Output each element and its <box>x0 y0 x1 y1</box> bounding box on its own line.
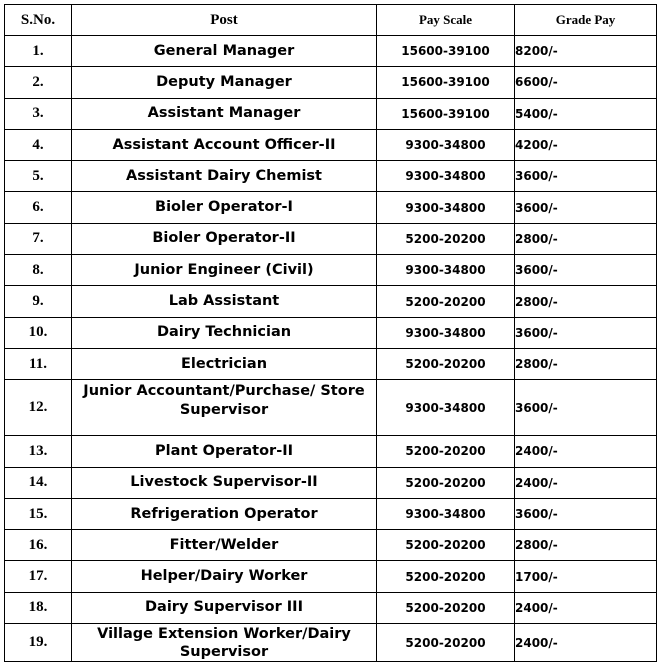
table-row <box>5 530 657 561</box>
row-grade-pay: 3600/- <box>515 255 657 286</box>
row-post: Junior Engineer (Civil) <box>72 255 377 286</box>
row-pay-scale: 5200-20200 <box>377 223 515 254</box>
row-pay-scale: 5200-20200 <box>377 592 515 623</box>
row-grade-pay: 1700/- <box>515 561 657 592</box>
row-grade-pay: 3600/- <box>515 161 657 192</box>
row-sno: 7. <box>5 223 72 254</box>
header-grade-pay: Grade Pay <box>515 5 657 36</box>
row-sno: 16. <box>5 530 72 561</box>
table-row <box>5 98 657 129</box>
row-grade-pay: 2800/- <box>515 348 657 379</box>
row-sno: 15. <box>5 498 72 529</box>
row-post: Assistant Manager <box>72 98 377 129</box>
table-row <box>5 436 657 467</box>
header-pay-scale: Pay Scale <box>377 5 515 36</box>
row-sno: 5. <box>5 161 72 192</box>
row-sno: 8. <box>5 255 72 286</box>
row-sno: 11. <box>5 348 72 379</box>
row-pay-scale: 9300-34800 <box>377 161 515 192</box>
row-sno: 17. <box>5 561 72 592</box>
table-row <box>5 561 657 592</box>
row-post: Bioler Operator-II <box>72 223 377 254</box>
row-pay-scale: 9300-34800 <box>377 129 515 160</box>
table-row <box>5 286 657 317</box>
row-pay-scale: 5200-20200 <box>377 286 515 317</box>
table-row <box>5 380 657 436</box>
row-grade-pay: 2400/- <box>515 592 657 623</box>
row-grade-pay: 3600/- <box>515 317 657 348</box>
row-pay-scale: 15600-39100 <box>377 36 515 67</box>
row-post: Livestock Supervisor-II <box>72 467 377 498</box>
row-grade-pay: 3600/- <box>515 192 657 223</box>
row-sno: 10. <box>5 317 72 348</box>
row-post: Electrician <box>72 348 377 379</box>
row-post: Refrigeration Operator <box>72 498 377 529</box>
row-post: Helper/Dairy Worker <box>72 561 377 592</box>
row-sno: 19. <box>5 624 72 662</box>
row-post: Lab Assistant <box>72 286 377 317</box>
row-pay-scale: 5200-20200 <box>377 530 515 561</box>
row-grade-pay: 3600/- <box>515 380 657 436</box>
row-pay-scale: 9300-34800 <box>377 380 515 436</box>
row-pay-scale: 9300-34800 <box>377 498 515 529</box>
row-pay-scale: 15600-39100 <box>377 98 515 129</box>
row-post: Bioler Operator-I <box>72 192 377 223</box>
table-row <box>5 129 657 160</box>
row-grade-pay: 2800/- <box>515 223 657 254</box>
table-row <box>5 36 657 67</box>
row-post: Assistant Account Officer-II <box>72 129 377 160</box>
row-pay-scale: 5200-20200 <box>377 348 515 379</box>
row-pay-scale: 5200-20200 <box>377 561 515 592</box>
row-grade-pay: 2800/- <box>515 530 657 561</box>
row-sno: 1. <box>5 36 72 67</box>
row-post: General Manager <box>72 36 377 67</box>
row-post: Dairy Technician <box>72 317 377 348</box>
row-grade-pay: 2800/- <box>515 286 657 317</box>
table-row <box>5 317 657 348</box>
table-row <box>5 624 657 662</box>
table-row <box>5 592 657 623</box>
row-post: Assistant Dairy Chemist <box>72 161 377 192</box>
row-post: Plant Operator-II <box>72 436 377 467</box>
row-sno: 2. <box>5 67 72 98</box>
row-pay-scale: 15600-39100 <box>377 67 515 98</box>
row-sno: 13. <box>5 436 72 467</box>
table-row <box>5 223 657 254</box>
row-pay-scale: 9300-34800 <box>377 255 515 286</box>
table-row <box>5 161 657 192</box>
row-pay-scale: 5200-20200 <box>377 624 515 662</box>
row-sno: 4. <box>5 129 72 160</box>
row-grade-pay: 5400/- <box>515 98 657 129</box>
row-sno: 6. <box>5 192 72 223</box>
row-grade-pay: 3600/- <box>515 498 657 529</box>
row-post: Deputy Manager <box>72 67 377 98</box>
row-grade-pay: 2400/- <box>515 624 657 662</box>
table-row <box>5 67 657 98</box>
row-grade-pay: 2400/- <box>515 436 657 467</box>
row-post: Village Extension Worker/Dairy Supervisor <box>72 624 377 662</box>
row-sno: 3. <box>5 98 72 129</box>
row-pay-scale: 9300-34800 <box>377 192 515 223</box>
row-grade-pay: 8200/- <box>515 36 657 67</box>
row-sno: 12. <box>5 380 72 436</box>
header-sno: S.No. <box>5 5 72 36</box>
row-pay-scale: 9300-34800 <box>377 317 515 348</box>
row-post: Junior Accountant/Purchase/ Store Supervisor <box>72 380 377 436</box>
row-post: Dairy Supervisor III <box>72 592 377 623</box>
posts-pay-table <box>4 4 657 662</box>
table-row <box>5 467 657 498</box>
header-post: Post <box>72 5 377 36</box>
table-row <box>5 192 657 223</box>
row-sno: 14. <box>5 467 72 498</box>
table-row <box>5 255 657 286</box>
row-sno: 18. <box>5 592 72 623</box>
row-grade-pay: 4200/- <box>515 129 657 160</box>
row-grade-pay: 6600/- <box>515 67 657 98</box>
table-row <box>5 348 657 379</box>
row-sno: 9. <box>5 286 72 317</box>
row-pay-scale: 5200-20200 <box>377 436 515 467</box>
row-grade-pay: 2400/- <box>515 467 657 498</box>
row-post: Fitter/Welder <box>72 530 377 561</box>
table-row <box>5 498 657 529</box>
table-header-row <box>5 5 657 36</box>
row-pay-scale: 5200-20200 <box>377 467 515 498</box>
